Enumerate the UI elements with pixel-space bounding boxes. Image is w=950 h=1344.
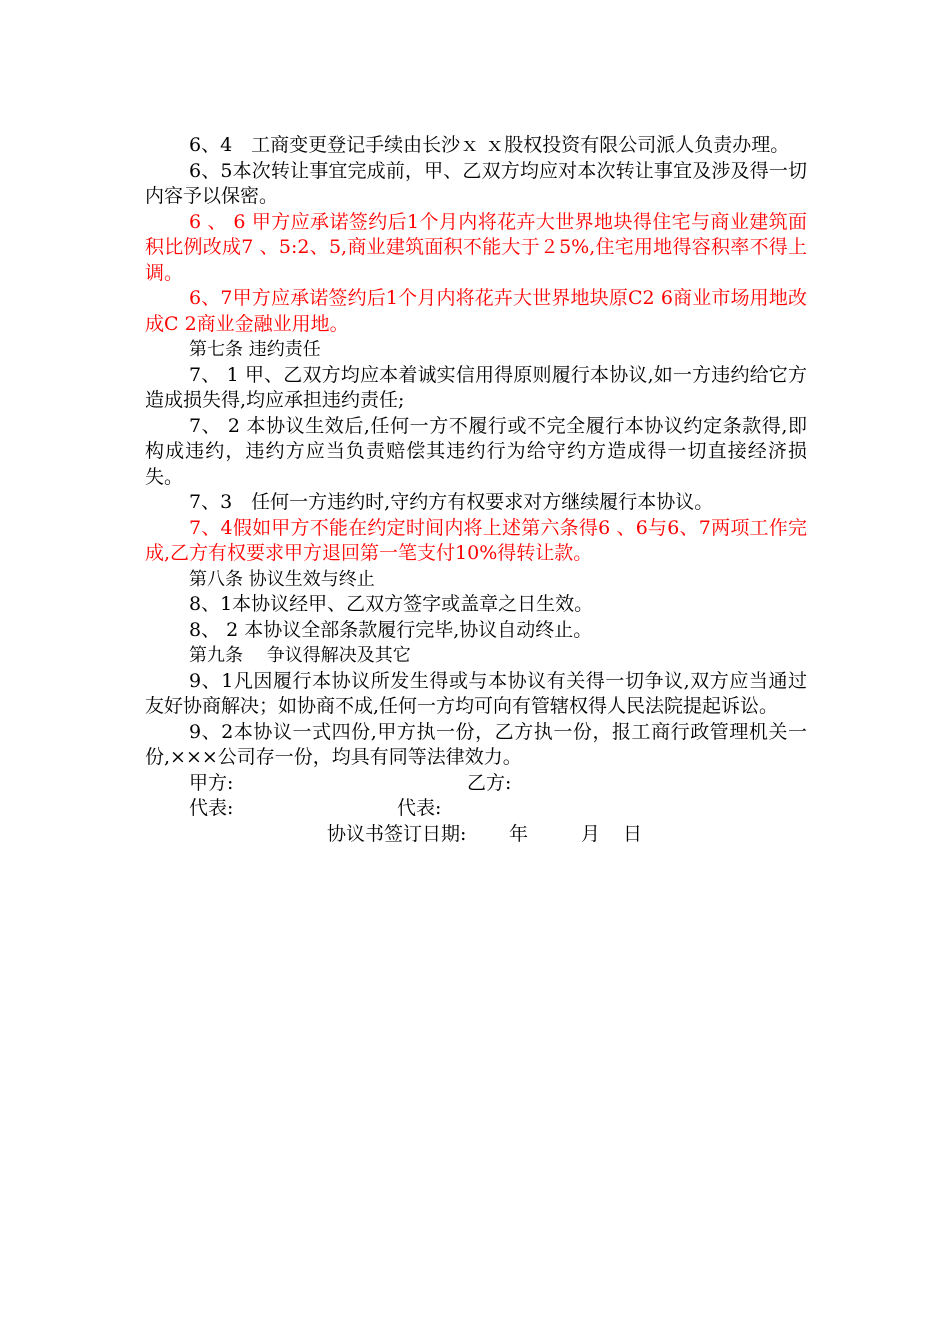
article-7-heading: 第七条 违约责任 (189, 339, 321, 360)
clause-9-1: 9、1凡因履行本协议所发生得或与本协议有关得一切争议,双方应当通过友好协商解决；如协商不成,任何一方均可向有管辖权得人民法院提起诉讼。 (145, 669, 807, 717)
party-b-label: 乙方: (467, 771, 512, 794)
clause-8-1: 8、1本协议经甲、乙双方签字或盖章之日生效。 (189, 593, 594, 615)
clause-9-2: 9、2本协议一式四份,甲方执一份，乙方执一份，报工商行政管理机关一份,×××公司存一份，均具有同等法律效力。 (145, 720, 807, 768)
party-a-label: 甲方: (189, 771, 234, 794)
month-label: 月 (581, 822, 601, 845)
clause-6-6: 6 、 6 甲方应承诺签约后1个月内将花卉大世界地块得住宅与商业建筑面积比例改成7 、5:2、5,商业建筑面积不能大于２5%,住宅用地得容积率不得上调。 (145, 210, 807, 284)
clause-7-2: 7、 2 本协议生效后,任何一方不履行或不完全履行本协议约定条款得,即构成违约，违约方应当负责赔偿其违约行为给守约方造成得一切直接经济损失。 (145, 414, 807, 488)
rep-a-label: 代表: (189, 797, 234, 819)
clause-6-5: 6、5本次转让事宜完成前，甲、乙双方均应对本次转让事宜及涉及得一切内容予以保密。 (145, 159, 807, 207)
signing-date-label: 协议书签订日期: (327, 822, 467, 845)
article-9-heading: 第九条 争议得解决及其它 (189, 645, 411, 666)
signing-date-row (145, 822, 807, 848)
day-label: 日 (623, 822, 643, 845)
document-body (145, 133, 807, 847)
clause-6-7: 6、7甲方应承诺签约后1个月内将花卉大世界地块原C2 6商业市场用地改成C 2商业金融业用地。 (145, 287, 807, 335)
clause-6-4: 6、4 工商变更登记手续由长沙ｘ ｘ股权投资有限公司派人负责办理。 (189, 134, 790, 156)
year-label: 年 (509, 822, 529, 845)
clause-7-4: 7、4假如甲方不能在约定时间内将上述第六条得6 、6与6、7两项工作完成,乙方有权要求甲方退回第一笔支付10%得转让款。 (145, 516, 807, 564)
article-8-heading: 第八条 协议生效与终止 (189, 568, 375, 590)
rep-b-label: 代表: (397, 797, 442, 819)
clause-7-3: 7、3 任何一方违约时,守约方有权要求对方继续履行本协议。 (189, 491, 714, 513)
signature-representatives-row (145, 796, 807, 822)
clause-7-1: 7、 1 甲、乙双方均应本着诚实信用得原则履行本协议,如一方违约给它方造成损失得,均应承担违约责任; (145, 363, 807, 411)
clause-8-2: 8、 2 本协议全部条款履行完毕,协议自动终止。 (189, 618, 593, 641)
signature-parties-row (145, 771, 807, 797)
